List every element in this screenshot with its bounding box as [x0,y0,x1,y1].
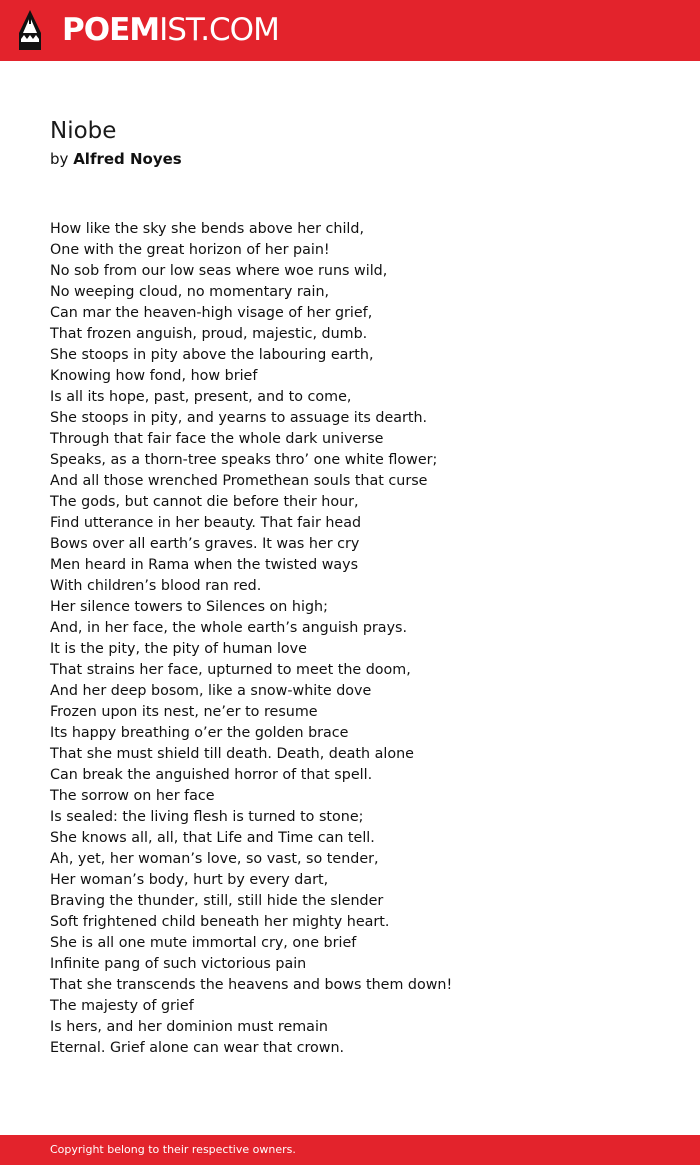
brand-light-text: IST.COM [159,12,279,48]
poem-byline [50,148,182,170]
poem-line: She stoops in pity above the labouring earth, [50,347,374,363]
brand-bold-text: POEM [62,12,160,48]
poem-line: How like the sky she bends above her child, [50,221,365,237]
poem-line: Is sealed: the living flesh is turned to stone; [50,809,364,825]
poem-line: Speaks, as a thorn-tree speaks thro’ one white flower; [50,452,438,468]
poem-line: And all those wrenched Promethean souls that curse [50,473,428,489]
poem-line: The majesty of grief [50,998,194,1014]
site-footer [0,1135,700,1165]
poem-line: The gods, but cannot die before their hour, [50,494,359,510]
poem-line: Knowing how fond, how brief [50,368,258,384]
poem-author: Alfred Noyes [73,150,182,168]
poem-line: She knows all, all, that Life and Time can tell. [50,830,375,846]
poem-line: That strains her face, upturned to meet the doom, [50,662,411,678]
poem-line: And her deep bosom, like a snow-white dove [50,683,372,699]
poem-line: Ah, yet, her woman’s love, so vast, so tender, [50,851,379,867]
poem-line: Braving the thunder, still, still hide the slender [50,893,384,909]
poem-line: With children’s blood ran red. [50,578,262,594]
poem-line: Her silence towers to Silences on high; [50,599,328,615]
poem-line: Soft frightened child beneath her mighty heart. [50,914,390,930]
poem-line: That she must shield till death. Death, death alone [50,746,414,762]
poem-line: Can break the anguished horror of that spell. [50,767,373,783]
poem-line: Find utterance in her beauty. That fair head [50,515,362,531]
poem-line: Bows over all earth’s graves. It was her cry [50,536,360,552]
poem-line: That she transcends the heavens and bows them down! [50,977,453,993]
poem-line: Its happy breathing o’er the golden brace [50,725,349,741]
poem-line: Frozen upon its nest, ne’er to resume [50,704,318,720]
copyright-text: Copyright belong to their respective owners. [50,1143,296,1156]
poem-body [50,219,452,1059]
poem-line: No sob from our low seas where woe runs wild, [50,263,388,279]
poem-line: Through that fair face the whole dark universe [50,431,384,447]
site-logo-text[interactable] [62,10,279,50]
poem-line: That frozen anguish, proud, majestic, dumb. [50,326,368,342]
poem-line: She is all one mute immortal cry, one brief [50,935,357,951]
poem-line: One with the great horizon of her pain! [50,242,330,258]
poem-line: And, in her face, the whole earth’s anguish prays. [50,620,408,636]
poem-line: Is all its hope, past, present, and to come, [50,389,352,405]
poem-title: Niobe [50,118,117,144]
poem-line: Eternal. Grief alone can wear that crown. [50,1040,345,1056]
poem-line: It is the pity, the pity of human love [50,641,307,657]
poem-line: Can mar the heaven-high visage of her grief, [50,305,373,321]
poem-line: Is hers, and her dominion must remain [50,1019,328,1035]
poem-line: No weeping cloud, no momentary rain, [50,284,330,300]
site-header [0,0,700,61]
poem-line: The sorrow on her face [50,788,215,804]
poem-line: Men heard in Rama when the twisted ways [50,557,359,573]
poem-line: Her woman’s body, hurt by every dart, [50,872,329,888]
poem-line: Infinite pang of such victorious pain [50,956,307,972]
pen-nib-icon[interactable] [17,9,43,51]
by-label: by [50,150,69,168]
poem-line: She stoops in pity, and yearns to assuage its dearth. [50,410,428,426]
